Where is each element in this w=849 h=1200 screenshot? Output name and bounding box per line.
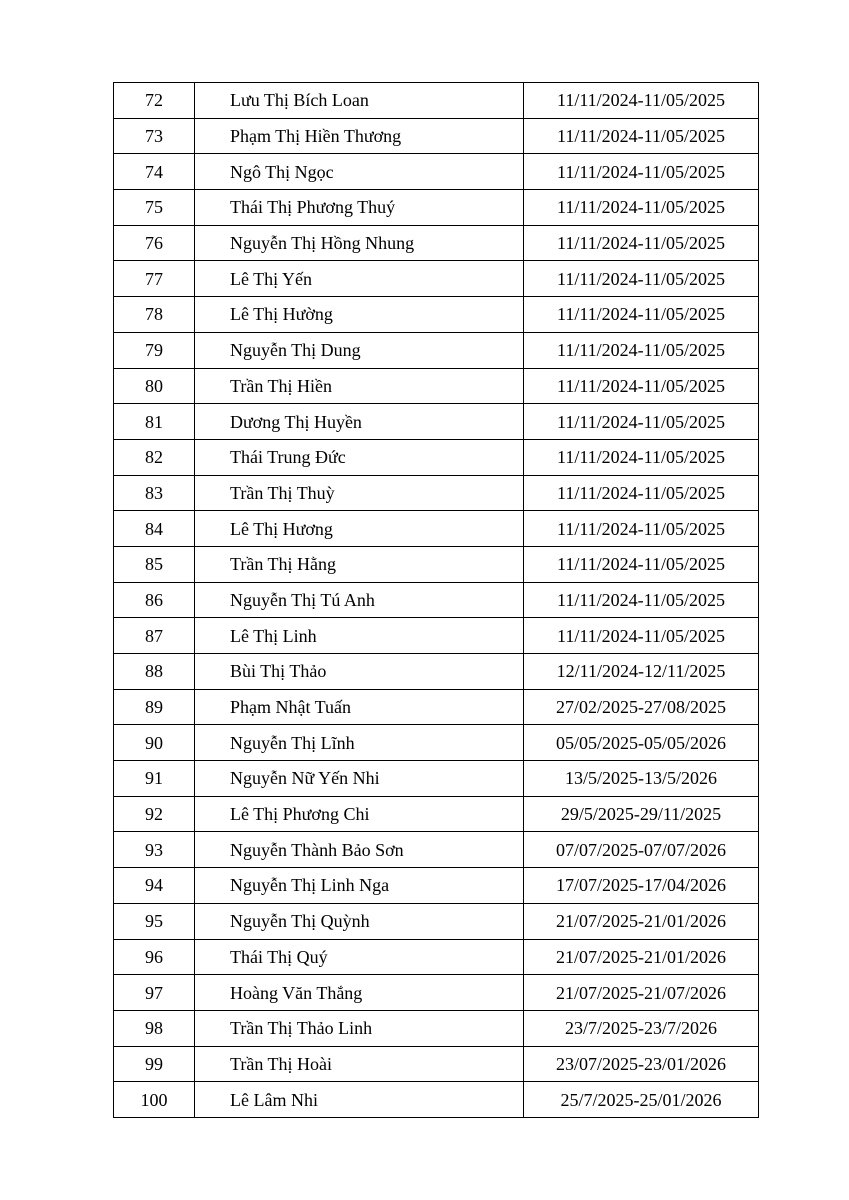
person-name-cell: Bùi Thị Thảo <box>195 654 524 690</box>
date-range-cell: 11/11/2024-11/05/2025 <box>524 511 759 547</box>
date-range-cell: 23/07/2025-23/01/2026 <box>524 1046 759 1082</box>
person-name-cell: Lê Thị Hường <box>195 297 524 333</box>
row-number-cell: 72 <box>114 83 195 119</box>
person-name-cell: Lưu Thị Bích Loan <box>195 83 524 119</box>
date-range-cell: 11/11/2024-11/05/2025 <box>524 582 759 618</box>
row-number-cell: 80 <box>114 368 195 404</box>
date-range-cell: 12/11/2024-12/11/2025 <box>524 654 759 690</box>
row-number-cell: 99 <box>114 1046 195 1082</box>
date-range-cell: 11/11/2024-11/05/2025 <box>524 118 759 154</box>
person-name-cell: Trần Thị Thuỳ <box>195 475 524 511</box>
records-table <box>113 82 759 1118</box>
person-name-cell: Nguyễn Thị Lĩnh <box>195 725 524 761</box>
date-range-cell: 23/7/2025-23/7/2026 <box>524 1010 759 1046</box>
row-number-cell: 92 <box>114 796 195 832</box>
row-number-cell: 73 <box>114 118 195 154</box>
row-number-cell: 98 <box>114 1010 195 1046</box>
person-name-cell: Nguyễn Thị Linh Nga <box>195 868 524 904</box>
person-name-cell: Trần Thị Hằng <box>195 546 524 582</box>
row-number-cell: 74 <box>114 154 195 190</box>
date-range-cell: 25/7/2025-25/01/2026 <box>524 1082 759 1118</box>
row-number-cell: 97 <box>114 975 195 1011</box>
date-range-cell: 11/11/2024-11/05/2025 <box>524 154 759 190</box>
table-row <box>114 261 759 297</box>
date-range-cell: 11/11/2024-11/05/2025 <box>524 404 759 440</box>
person-name-cell: Lê Lâm Nhi <box>195 1082 524 1118</box>
person-name-cell: Nguyễn Thị Hồng Nhung <box>195 225 524 261</box>
row-number-cell: 79 <box>114 332 195 368</box>
table-row <box>114 832 759 868</box>
person-name-cell: Lê Thị Phương Chi <box>195 796 524 832</box>
person-name-cell: Trần Thị Hoài <box>195 1046 524 1082</box>
row-number-cell: 85 <box>114 546 195 582</box>
row-number-cell: 90 <box>114 725 195 761</box>
person-name-cell: Hoàng Văn Thắng <box>195 975 524 1011</box>
row-number-cell: 81 <box>114 404 195 440</box>
date-range-cell: 21/07/2025-21/01/2026 <box>524 939 759 975</box>
date-range-cell: 11/11/2024-11/05/2025 <box>524 261 759 297</box>
row-number-cell: 75 <box>114 190 195 226</box>
row-number-cell: 89 <box>114 689 195 725</box>
row-number-cell: 82 <box>114 439 195 475</box>
table-row <box>114 975 759 1011</box>
date-range-cell: 21/07/2025-21/07/2026 <box>524 975 759 1011</box>
table-row <box>114 154 759 190</box>
person-name-cell: Thái Thị Quý <box>195 939 524 975</box>
person-name-cell: Phạm Thị Hiền Thương <box>195 118 524 154</box>
person-name-cell: Nguyễn Nữ Yến Nhi <box>195 761 524 797</box>
table-row <box>114 404 759 440</box>
table-row <box>114 939 759 975</box>
date-range-cell: 11/11/2024-11/05/2025 <box>524 190 759 226</box>
person-name-cell: Nguyễn Thị Dung <box>195 332 524 368</box>
table-row <box>114 439 759 475</box>
table-row <box>114 1046 759 1082</box>
date-range-cell: 21/07/2025-21/01/2026 <box>524 903 759 939</box>
row-number-cell: 91 <box>114 761 195 797</box>
table-row <box>114 190 759 226</box>
row-number-cell: 94 <box>114 868 195 904</box>
row-number-cell: 76 <box>114 225 195 261</box>
person-name-cell: Nguyễn Thị Tú Anh <box>195 582 524 618</box>
date-range-cell: 27/02/2025-27/08/2025 <box>524 689 759 725</box>
table-row <box>114 725 759 761</box>
row-number-cell: 93 <box>114 832 195 868</box>
table-row <box>114 546 759 582</box>
table-row <box>114 796 759 832</box>
records-table-body <box>114 83 759 1118</box>
row-number-cell: 77 <box>114 261 195 297</box>
date-range-cell: 11/11/2024-11/05/2025 <box>524 439 759 475</box>
date-range-cell: 11/11/2024-11/05/2025 <box>524 546 759 582</box>
row-number-cell: 88 <box>114 654 195 690</box>
person-name-cell: Lê Thị Linh <box>195 618 524 654</box>
person-name-cell: Lê Thị Yến <box>195 261 524 297</box>
person-name-cell: Dương Thị Huyền <box>195 404 524 440</box>
person-name-cell: Thái Trung Đức <box>195 439 524 475</box>
table-row <box>114 225 759 261</box>
date-range-cell: 11/11/2024-11/05/2025 <box>524 368 759 404</box>
table-row <box>114 903 759 939</box>
row-number-cell: 78 <box>114 297 195 333</box>
date-range-cell: 29/5/2025-29/11/2025 <box>524 796 759 832</box>
row-number-cell: 95 <box>114 903 195 939</box>
person-name-cell: Phạm Nhật Tuấn <box>195 689 524 725</box>
table-row <box>114 689 759 725</box>
table-row <box>114 475 759 511</box>
person-name-cell: Nguyễn Thị Quỳnh <box>195 903 524 939</box>
date-range-cell: 07/07/2025-07/07/2026 <box>524 832 759 868</box>
row-number-cell: 96 <box>114 939 195 975</box>
table-row <box>114 618 759 654</box>
person-name-cell: Thái Thị Phương Thuý <box>195 190 524 226</box>
table-row <box>114 297 759 333</box>
table-row <box>114 868 759 904</box>
row-number-cell: 87 <box>114 618 195 654</box>
person-name-cell: Lê Thị Hương <box>195 511 524 547</box>
date-range-cell: 11/11/2024-11/05/2025 <box>524 475 759 511</box>
table-row <box>114 1082 759 1118</box>
table-row <box>114 582 759 618</box>
table-row <box>114 83 759 119</box>
person-name-cell: Nguyễn Thành Bảo Sơn <box>195 832 524 868</box>
row-number-cell: 83 <box>114 475 195 511</box>
table-row <box>114 761 759 797</box>
table-row <box>114 511 759 547</box>
person-name-cell: Trần Thị Thảo Linh <box>195 1010 524 1046</box>
table-row <box>114 654 759 690</box>
row-number-cell: 100 <box>114 1082 195 1118</box>
date-range-cell: 13/5/2025-13/5/2026 <box>524 761 759 797</box>
row-number-cell: 86 <box>114 582 195 618</box>
person-name-cell: Trần Thị Hiền <box>195 368 524 404</box>
date-range-cell: 11/11/2024-11/05/2025 <box>524 332 759 368</box>
table-row <box>114 368 759 404</box>
row-number-cell: 84 <box>114 511 195 547</box>
date-range-cell: 11/11/2024-11/05/2025 <box>524 297 759 333</box>
table-row <box>114 332 759 368</box>
table-row <box>114 1010 759 1046</box>
date-range-cell: 11/11/2024-11/05/2025 <box>524 618 759 654</box>
date-range-cell: 17/07/2025-17/04/2026 <box>524 868 759 904</box>
date-range-cell: 05/05/2025-05/05/2026 <box>524 725 759 761</box>
table-row <box>114 118 759 154</box>
person-name-cell: Ngô Thị Ngọc <box>195 154 524 190</box>
date-range-cell: 11/11/2024-11/05/2025 <box>524 225 759 261</box>
date-range-cell: 11/11/2024-11/05/2025 <box>524 83 759 119</box>
